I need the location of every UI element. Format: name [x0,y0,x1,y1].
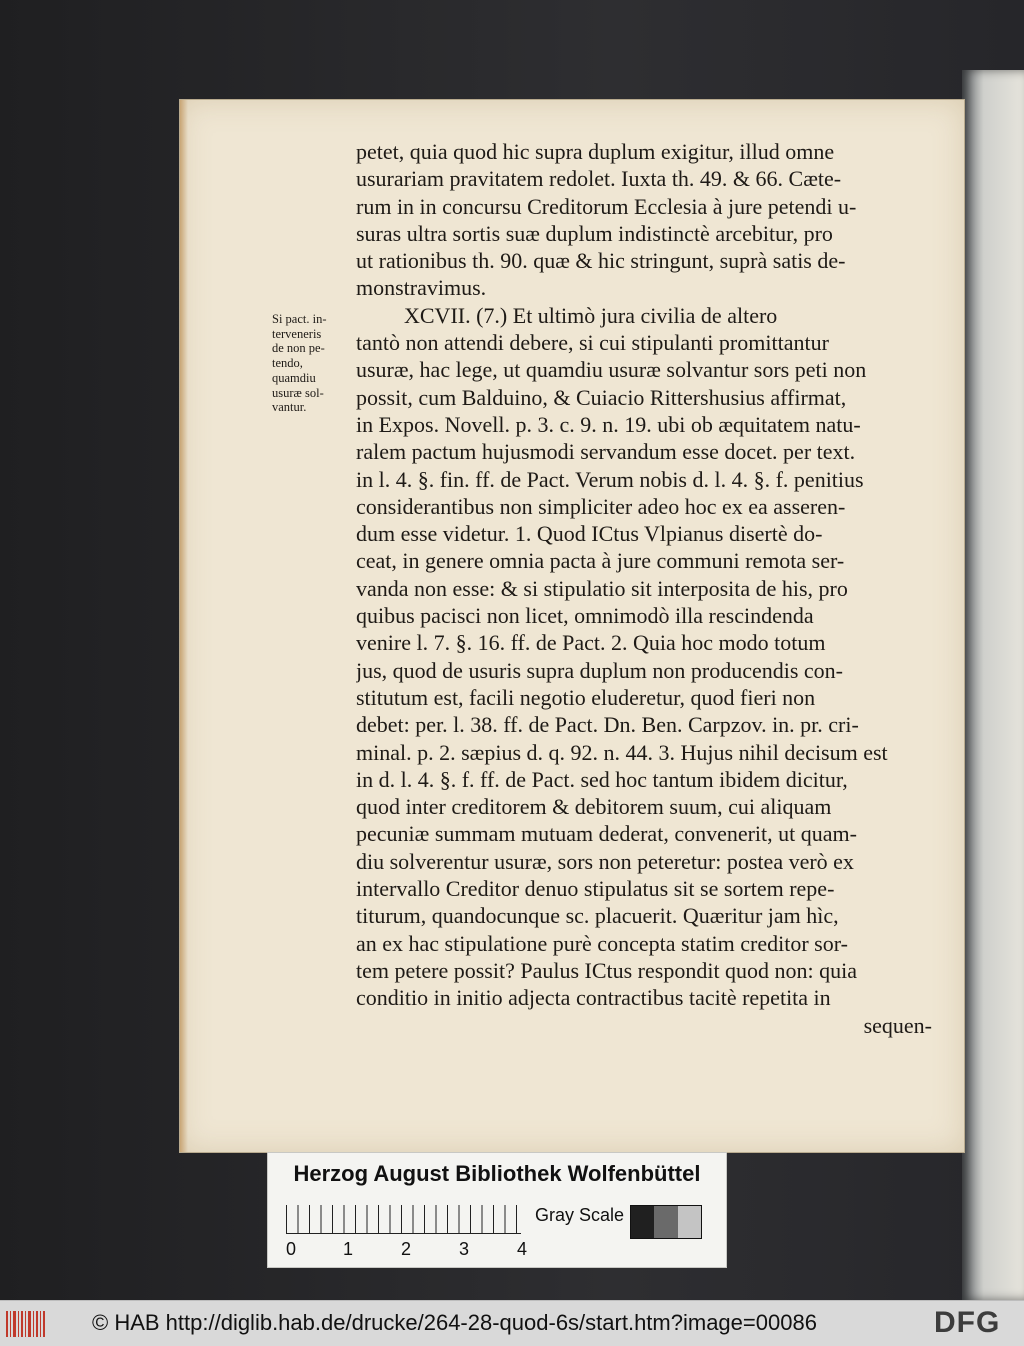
margin-line: vantur. [272,400,307,415]
book-page [180,100,964,1152]
text-line: debet: per. l. 38. ff. de Pact. Dn. Ben. Carpzov. in. pr. cri- [356,712,859,738]
text-line: intervallo Creditor denuo stipulatus sit se sortem repe- [356,876,835,902]
margin-line: tendo, [272,356,303,371]
gray-scale-swatches [630,1205,702,1239]
text-line: stitutum est, facili negotio eluderetur, quod fieri non [356,684,816,710]
margin-line: terveneris [272,326,322,341]
text-line: jus, quod de usuris supra duplum non producendis con- [356,657,843,683]
text-line: in Expos. Novell. p. 3. c. 9. n. 19. ubi ob æquitatem natu- [356,411,861,437]
text-line: ut rationibus th. 90. quæ & hic stringunt, suprà satis de- [356,248,846,274]
viewer-footer [0,1300,1024,1346]
ruler-labels [280,1239,540,1261]
ruler-label: 1 [343,1239,354,1259]
text-line: quod inter creditorem & debitorem suum, cui aliquam [356,794,832,820]
ruler-label: 0 [286,1239,297,1259]
text-line: dum esse videtur. 1. Quod ICtus Vlpianus disertè do- [356,521,823,547]
text-line: usuræ, hac lege, ut quamdiu usuræ solvantur sors peti non [356,357,867,383]
margin-line: quamdiu [272,370,316,385]
text-line: vanda non esse: & si stipulatio sit interposita de his, pro [356,575,848,601]
text-line: pecuniæ summam mutuam dederat, convenerit, ut quam- [356,821,857,847]
text-line: an ex hac stipulatione purè concepta statim creditor sor- [356,930,848,956]
main-text-block [356,138,932,1039]
source-url[interactable]: © HAB http://diglib.hab.de/drucke/264-28-quod-6s/start.htm?image=00086 [92,1310,817,1335]
text-line: diu solverentur usuræ, sors non peteretur: postea verò ex [356,848,854,874]
gray-scale-label: Gray Scale [535,1205,625,1225]
text-line: titurum, quandocunque sc. placuerit. Quæritur jam hìc, [356,903,839,929]
text-line: monstravimus. [356,275,487,301]
text-line: ralem pactum hujusmodi servandum esse docet. per text. [356,439,856,465]
text-line: suras ultra sortis suæ duplum indistinctè arcebitur, pro [356,220,833,246]
text-line: tantò non attendi debere, si cui stipulanti promittantur [356,330,829,356]
ruler-label: 3 [459,1239,470,1259]
library-name: Herzog August Bibliothek Wolfenbüttel [293,1161,701,1186]
text-line: minal. p. 2. sæpius d. q. 92. n. 44. 3. Hujus nihil decisum est [356,739,888,765]
text-line: considerantibus non simpliciter adeo hoc ex ea asseren- [356,493,846,519]
ruler-label: 4 [517,1239,528,1259]
gray-swatch-mid [654,1206,677,1238]
text-line: tem petere possit? Paulus ICtus respondit quod non: quia [356,957,858,983]
text-line: quibus pacisci non licet, omnimodò illa rescindenda [356,603,814,629]
gray-swatch-dark [631,1206,654,1238]
text-line: venire l. 7. §. 16. ff. de Pact. 2. Quia hoc modo totum [356,630,826,656]
gray-swatch-light [678,1206,701,1238]
margin-line: Si pact. in- [272,312,327,326]
text-line: petet, quia quod hic supra duplum exigitur, illud omne [356,139,835,164]
text-line: in l. 4. §. fin. ff. de Pact. Verum nobis d. l. 4. §. f. penitius [356,466,864,492]
text-line: rum in in concursu Creditorum Ecclesia à jure petendi u- [356,193,857,219]
section-heading-line: XCVII. (7.) Et ultimò jura civilia de altero [404,302,778,328]
margin-line: de non pe- [272,341,325,356]
adjacent-page-edge [962,70,1024,1300]
text-line: conditio in initio adjecta contractibus tacitè repetita in [356,985,831,1011]
margin-line: usuræ sol- [272,385,324,400]
text-line: usurariam pravitatem redolet. Iuxta th. 49. & 66. Cæte- [356,166,842,192]
marginal-note [272,312,352,415]
ruler-label: 2 [401,1239,412,1259]
barcode-icon [6,1311,46,1337]
catchword: sequen- [863,1012,932,1038]
dfg-logo: DFG [934,1306,1001,1339]
color-scale-card [267,1152,727,1268]
text-line: in d. l. 4. §. f. ff. de Pact. sed hoc tantum ibidem dicitur, [356,766,848,792]
text-line: possit, cum Balduino, & Cuiacio Rittershusius affirmat, [356,384,847,410]
ruler [286,1205,521,1234]
text-line: ceat, in genere omnia pacta à jure communi remota ser- [356,548,845,574]
